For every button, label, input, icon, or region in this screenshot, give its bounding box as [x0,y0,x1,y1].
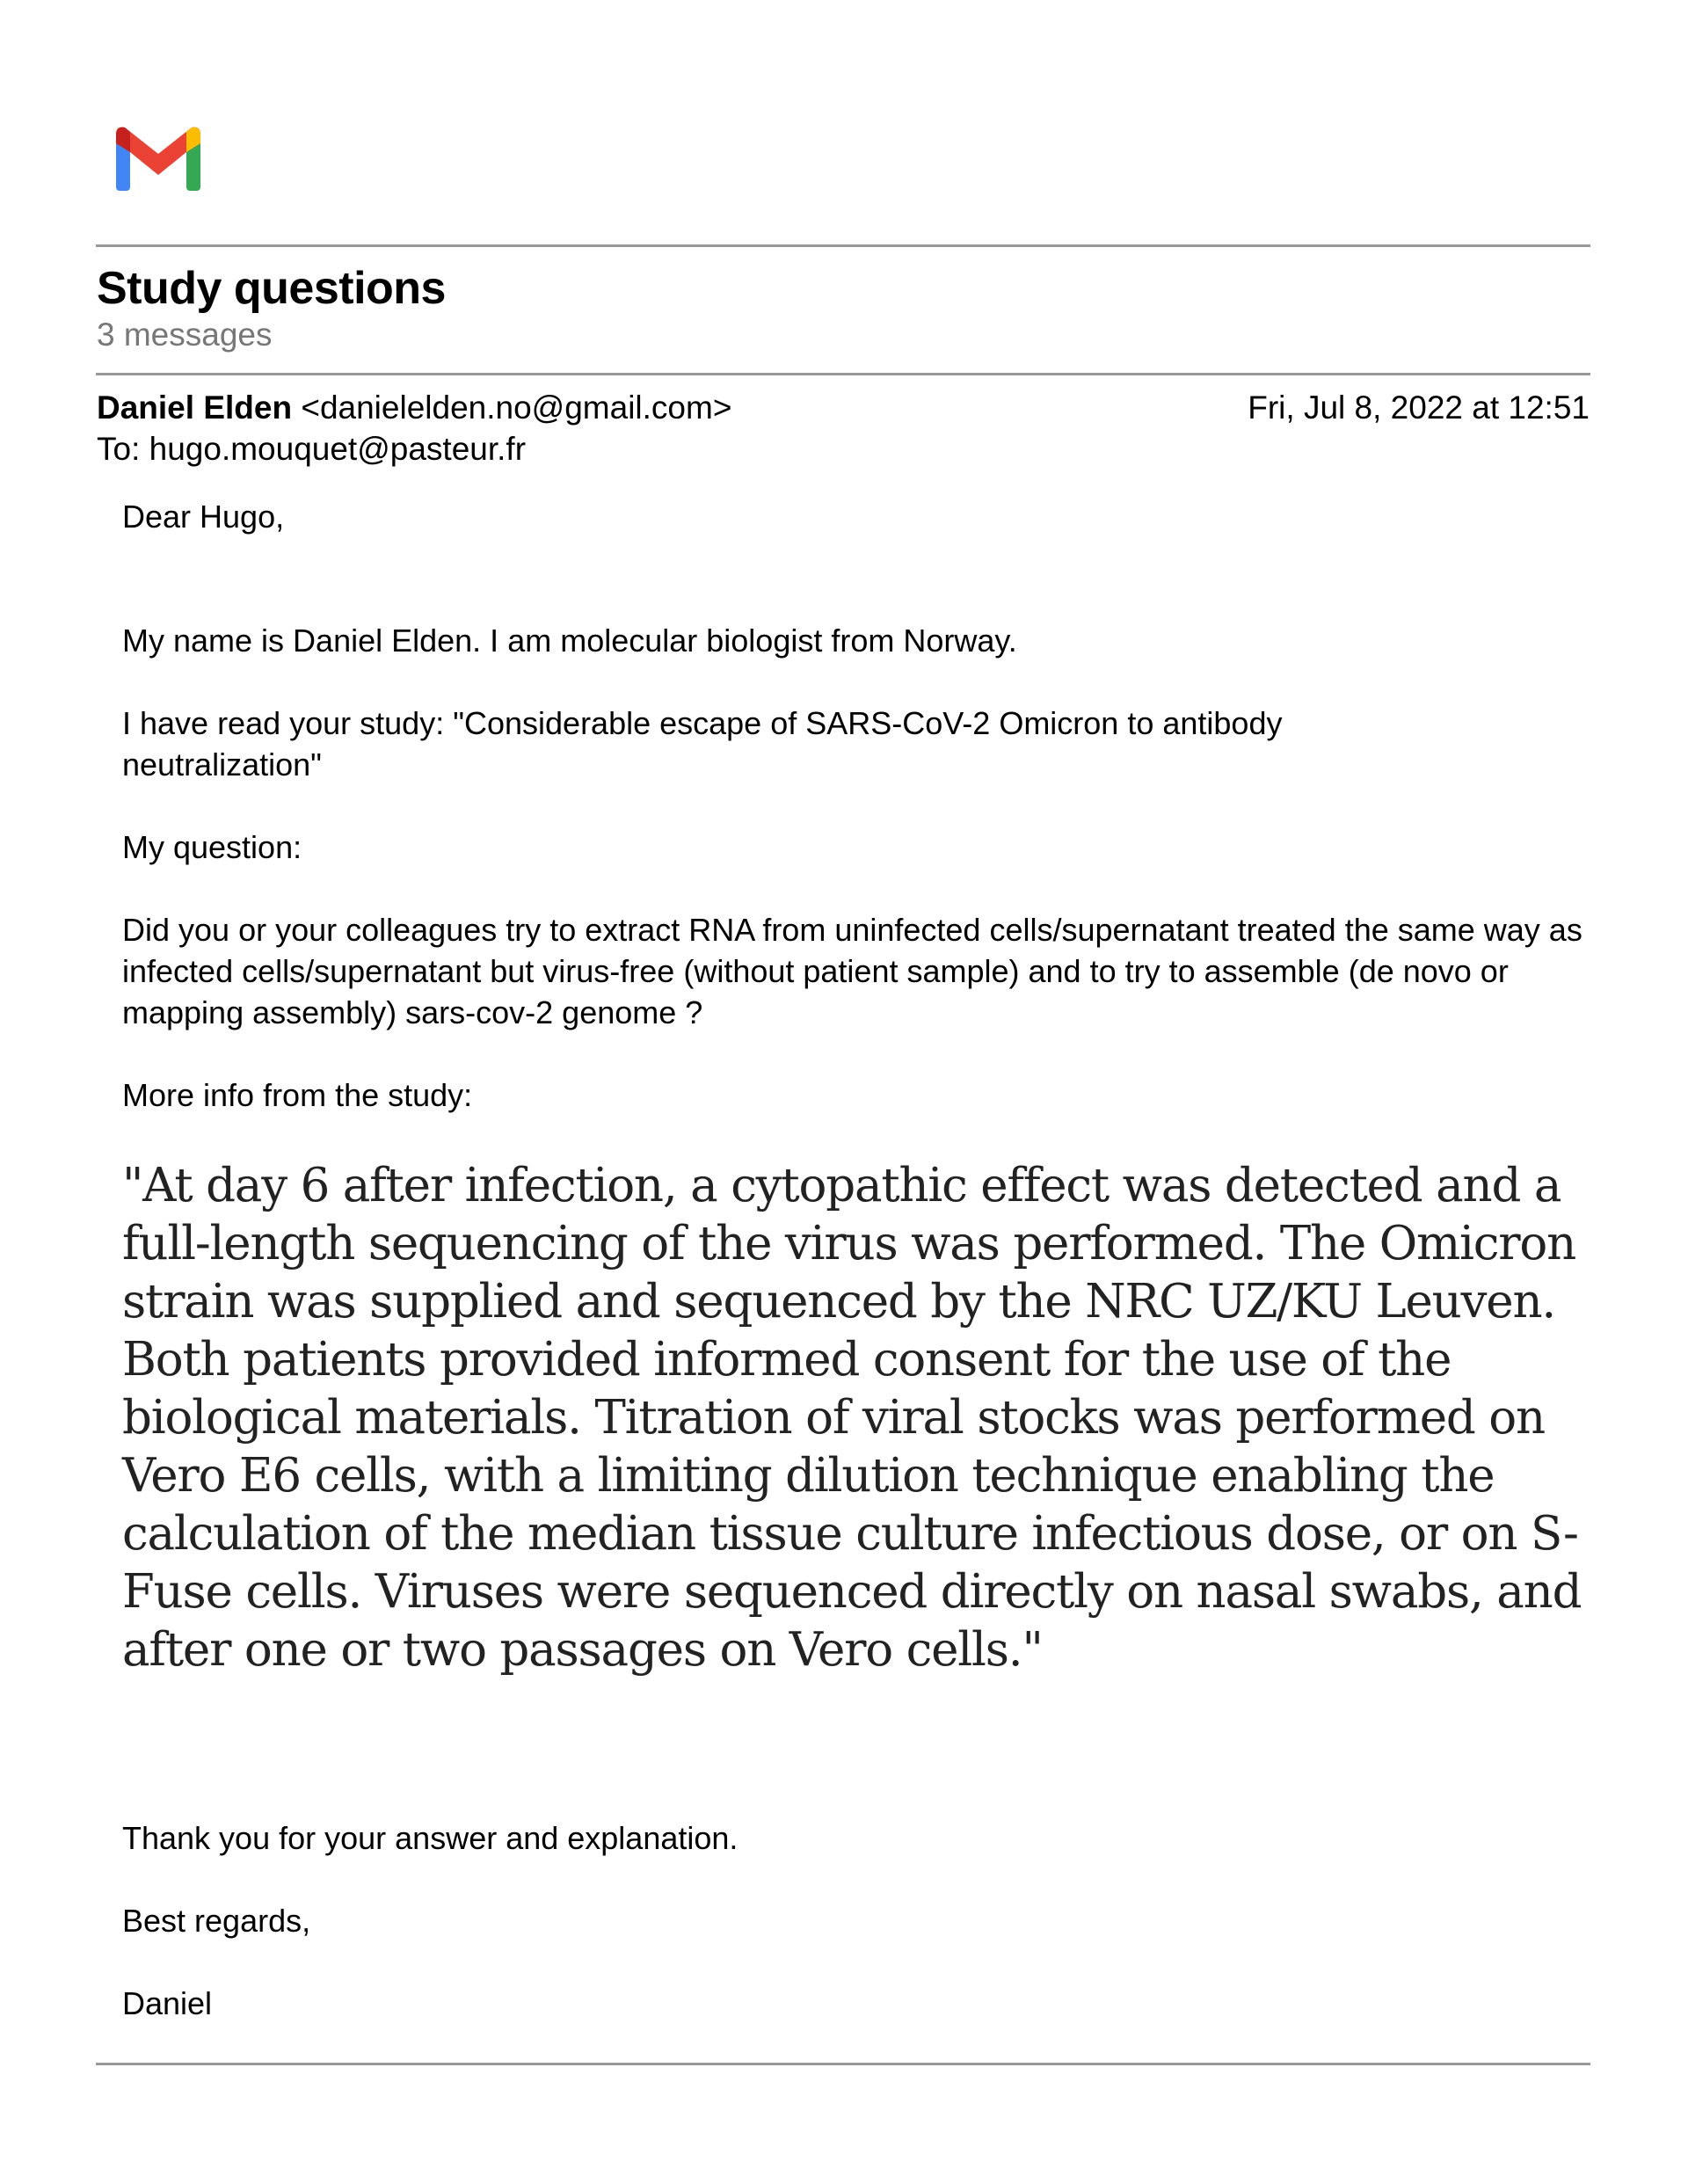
title-divider [96,373,1590,375]
thread-title: Study questions [97,263,446,314]
signature: Daniel [122,1985,213,2021]
study-quote: "At day 6 after infection, a cytopathic effect was detected and a full-length sequencing of the virus was performed. The Omicron strain was supplied and sequenced by the NRC UZ/KU Leuven. Both patients provided informed consent for the use of the biological materials. Titration of viral stocks was performed on Vero E6 cells, with a limiting dilution technique enabling the calculation of the median tissue culture infectious dose, or on S-Fuse cells. Viruses were sequenced directly on nasal swabs, and after one or two passages on Vero cells." [122,1159,1582,1677]
question-label: My question: [122,829,302,865]
message-date: Fri, Jul 8, 2022 at 12:51 [1248,389,1590,426]
footer-divider [96,2063,1590,2065]
recipient: To: hugo.mouquet@pasteur.fr [97,431,527,467]
greeting: Dear Hugo, [122,499,285,535]
thanks-paragraph: Thank you for your answer and explanation. [122,1820,738,1856]
sender-email[interactable]: <danielelden.no@gmail.com> [301,389,732,426]
sender [97,389,731,426]
study-paragraph: I have read your study: "Considerable escape of SARS-CoV-2 Omicron to antibody neutralization" [122,705,1283,783]
sender-name: Daniel Elden [97,389,293,426]
closing: Best regards, [122,1903,311,1939]
message-count: 3 messages [97,317,273,353]
intro-paragraph: My name is Daniel Elden. I am molecular biologist from Norway. [122,622,1017,659]
question-paragraph: Did you or your colleagues try to extract RNA from uninfected cells/supernatant treated the same way as infected cells/supernatant but virus-free (without patient sample) and to try to assemble (de novo or mapping assembly) sars-cov-2 genome ? [122,912,1582,1030]
header-divider [96,244,1590,247]
gmail-logo-icon [116,126,200,191]
more-info-label: More info from the study: [122,1077,473,1113]
